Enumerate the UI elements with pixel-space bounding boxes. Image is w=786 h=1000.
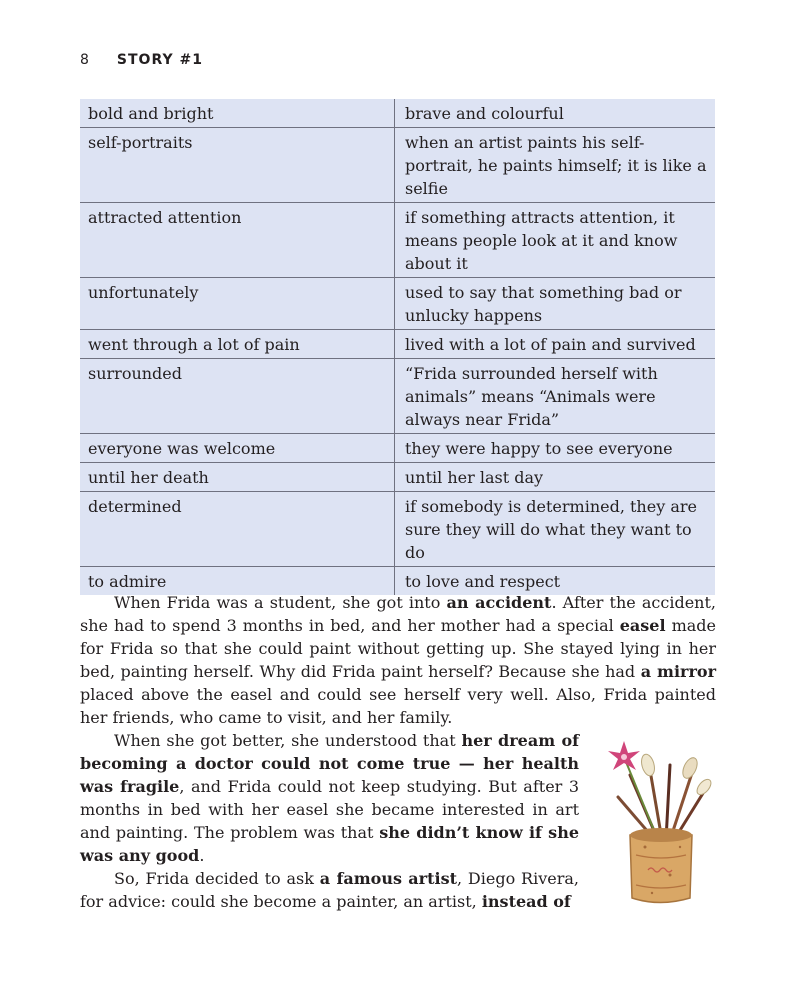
page-number: 8	[80, 52, 89, 68]
vocab-term: determined	[80, 492, 395, 567]
vocab-definition: if somebody is determined, they are sure they will do what they want to do	[395, 492, 716, 567]
paragraph-accident	[80, 591, 716, 729]
vocab-term: bold and bright	[80, 99, 395, 128]
vocab-definition: “Frida surrounded herself with animals” means “Animals were always near Frida”	[395, 359, 716, 434]
vocab-term: surrounded	[80, 359, 395, 434]
paragraph-famous-artist	[80, 867, 579, 913]
table-row	[80, 463, 715, 492]
paragraph-text: placed above the easel and could see herself very well. Also, Frida painted her friends, who came to visit, and her family.	[80, 685, 716, 727]
table-row	[80, 359, 715, 434]
key-phrase: a famous artist	[319, 869, 457, 888]
vocab-term: unfortunately	[80, 278, 395, 330]
table-row	[80, 492, 715, 567]
vocab-definition: to love and respect	[395, 567, 716, 596]
page-header	[80, 52, 203, 68]
paragraph-text: made for Frida so that she could paint without getting up. She stayed lying in her bed, painting herself. Why did Frida paint herself? Because she had	[80, 616, 716, 681]
vocab-definition: used to say that something bad or unlucky happens	[395, 278, 716, 330]
table-row	[80, 434, 715, 463]
vocabulary-table	[80, 99, 715, 595]
paragraph-text: , and Frida could not keep studying. But after 3 months in bed with her easel she became interested in art and painting. The problem was that	[80, 777, 580, 842]
vocab-definition: until her last day	[395, 463, 716, 492]
key-phrase: instead of	[481, 892, 571, 911]
table-row	[80, 278, 715, 330]
paragraph-dream	[80, 729, 579, 867]
key-phrase: easel	[619, 616, 666, 635]
key-phrase: she didn’t know if she was any good	[80, 823, 579, 865]
vocab-definition: when an artist paints his self-portrait, he paints himself; it is like a selfie	[395, 128, 716, 203]
paragraph-text: , Diego Rivera, for advice: could she become a painter, an artist,	[80, 869, 579, 911]
vocab-definition: if something attracts attention, it means people look at it and know about it	[395, 203, 716, 278]
brush-pot-illustration	[600, 735, 720, 910]
paragraph-text: When she got better, she understood that	[114, 731, 462, 750]
section-title: STORY #1	[116, 52, 203, 68]
vocab-definition: brave and colourful	[395, 99, 716, 128]
vocab-definition: lived with a lot of pain and survived	[395, 330, 716, 359]
vocab-term: went through a lot of pain	[80, 330, 395, 359]
brush-tips	[639, 753, 713, 797]
vocab-term: to admire	[80, 567, 395, 596]
key-phrase: her dream of becoming a doctor could not come true — her health was fragile	[80, 731, 580, 796]
vocab-term: attracted attention	[80, 203, 395, 278]
cork-pot	[630, 828, 692, 903]
key-phrase: an accident	[446, 593, 552, 612]
key-phrase: a mirror	[640, 662, 717, 681]
vocab-definition: they were happy to see everyone	[395, 434, 716, 463]
paragraph-text: .	[199, 846, 205, 865]
paragraph-text: When Frida was a student, she got into	[114, 593, 447, 612]
paragraph-text: . After the accident, she had to spend 3 months in bed, and her mother had a special	[80, 593, 717, 635]
paragraph-text: So, Frida decided to ask	[114, 869, 320, 888]
table-row	[80, 99, 715, 128]
table-row	[80, 203, 715, 278]
vocab-term: everyone was welcome	[80, 434, 395, 463]
vocab-term: until her death	[80, 463, 395, 492]
vocab-term: self-portraits	[80, 128, 395, 203]
table-row	[80, 330, 715, 359]
table-row	[80, 128, 715, 203]
